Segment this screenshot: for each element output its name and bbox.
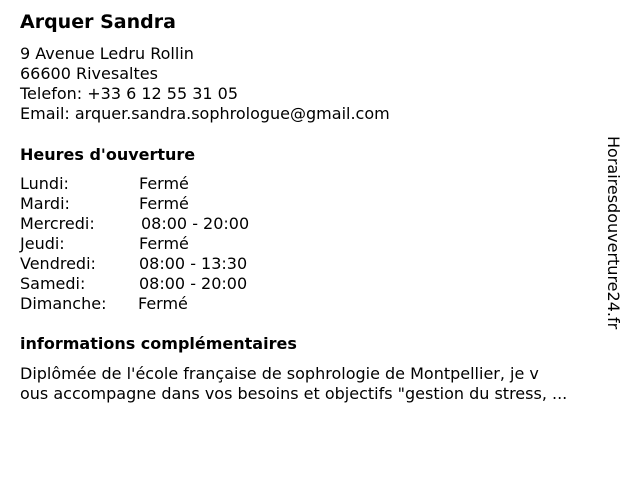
description-line: Diplômée de l'école française de sophrologie de Montpellier, je v xyxy=(20,364,539,383)
contact-block xyxy=(20,44,390,124)
email-address[interactable]: Email: arquer.sandra.sophrologue@gmail.com xyxy=(20,104,390,123)
description-text xyxy=(20,364,567,404)
opening-hours-title: Heures d'ouverture xyxy=(20,145,196,164)
hours-value: Fermé xyxy=(139,234,189,253)
hours-row-thursday xyxy=(20,234,320,254)
hours-row-friday xyxy=(20,254,320,274)
hours-value: 08:00 - 20:00 xyxy=(141,214,250,233)
address-street: 9 Avenue Ledru Rollin xyxy=(20,44,194,63)
day-label: Dimanche: xyxy=(20,294,107,313)
hours-value: Fermé xyxy=(138,294,188,313)
hours-value: 08:00 - 20:00 xyxy=(139,274,248,293)
hours-row-monday xyxy=(20,174,320,194)
day-label: Samedi: xyxy=(20,274,86,293)
description-line: ous accompagne dans vos besoins et objectifs "gestion du stress, ... xyxy=(20,384,568,403)
hours-row-saturday xyxy=(20,274,320,294)
day-label: Mardi: xyxy=(20,194,70,213)
hours-row-tuesday xyxy=(20,194,320,214)
opening-hours-table xyxy=(20,174,320,314)
hours-row-wednesday xyxy=(20,214,320,234)
business-name: Arquer Sandra xyxy=(20,11,176,33)
day-label: Vendredi: xyxy=(20,254,96,273)
address-city: 66600 Rivesaltes xyxy=(20,64,158,83)
hours-value: 08:00 - 13:30 xyxy=(139,254,248,273)
day-label: Jeudi: xyxy=(20,234,65,253)
site-watermark: Horairesdouverture24.fr xyxy=(604,136,623,330)
day-label: Lundi: xyxy=(20,174,69,193)
day-label: Mercredi: xyxy=(20,214,95,233)
additional-info-title: informations complémentaires xyxy=(20,334,297,353)
hours-value: Fermé xyxy=(139,174,189,193)
hours-row-sunday xyxy=(20,294,320,314)
phone-number[interactable]: Telefon: +33 6 12 55 31 05 xyxy=(20,84,239,103)
hours-value: Fermé xyxy=(139,194,189,213)
